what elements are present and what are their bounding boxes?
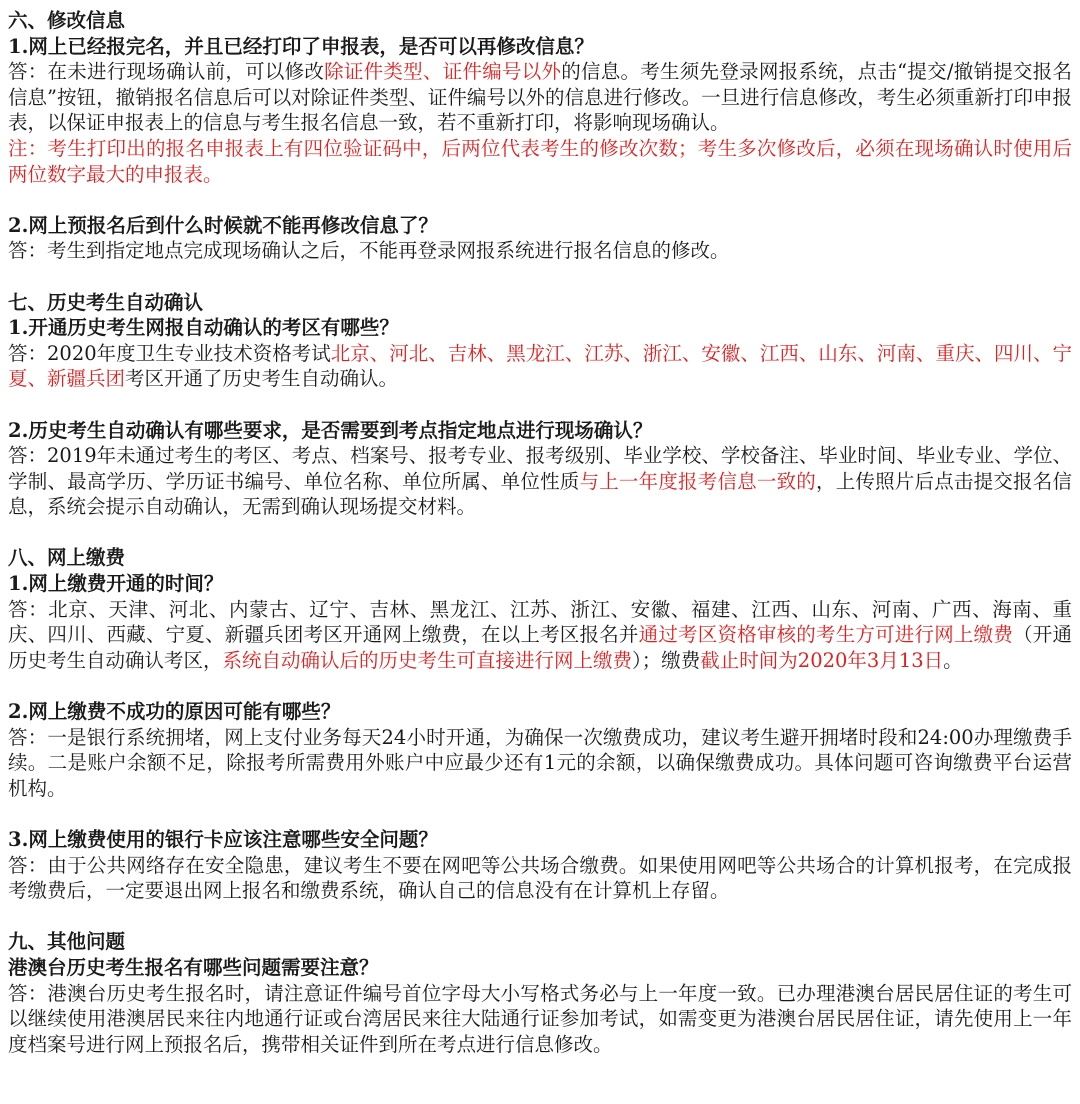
question-spacer — [8, 187, 1072, 213]
answer-text: 答：在未进行现场确认前，可以修改 — [8, 60, 325, 84]
question-heading: 3.网上缴费使用的银行卡应该注意哪些安全问题？ — [8, 828, 438, 851]
answer-text: ，上传照片后点击提交报名信息，系统会提示自动确认，无需到确认现场提交材料。 — [8, 469, 1072, 519]
answer-text: 。 — [943, 648, 963, 672]
answer-text: 答：由于公共网络存在安全隐患，建议考生不要在网吧等公共场合缴费。如果使用网吧等公共场合的计算机报考，在完成报考缴费后，一定要退出网上报名和缴费系统，确认自己的信息没有在计算机上存留。 — [8, 853, 1072, 903]
section-title: 六、修改信息 — [8, 9, 126, 32]
highlighted-text: 通过考区资格审核的考生方可进行网上缴费 — [638, 623, 1014, 647]
section-title: 七、历史考生自动确认 — [8, 290, 204, 314]
answer-paragraph — [8, 341, 1072, 392]
question-heading: 2.网上缴费不成功的原因可能有哪些？ — [8, 700, 341, 724]
note-paragraph — [8, 136, 1072, 187]
answer-text: 答：港澳台历史考生报名时，请注意证件编号首位字母大小写格式务必与上一年度一致。已办理港澳台居民居住证的考生可以继续使用港澳居民来往内地通行证或台湾居民来往大陆通行证参加考试，如需变更为港澳台居民居住证，请先使用上一年度档案号进行网上预报名后，携带相关证件到所在考点进行信息修改。 — [8, 981, 1072, 1056]
question-spacer — [8, 673, 1072, 699]
answer-paragraph — [8, 853, 1072, 904]
section-spacer — [8, 904, 1072, 930]
answer-text: 答：2019年未通过考生的考区、考点、档案号、报考专业、报考级别、毕业学校、学校备注、毕业时间、毕业专业、学位、学制、最高学历、学历证书编号、单位名称、单位所属、单位性质 — [8, 444, 1072, 493]
question-heading: 港澳台历史考生报名有哪些问题需要注意？ — [8, 955, 379, 979]
answer-text: 答：考生到指定地点完成现场确认之后，不能再登录网报系统进行报名信息的修改。 — [8, 239, 730, 263]
section-title: 九、其他问题 — [8, 930, 126, 954]
section-title: 八、网上缴费 — [8, 546, 126, 570]
answer-text: 答：2020年度卫生专业技术资格考试 — [8, 341, 331, 365]
answer-text: ）；缴费 — [632, 648, 701, 672]
highlighted-text: 除证件类型、证件编号以外 — [324, 60, 562, 84]
answer-text: 答：北京、天津、河北、内蒙古、辽宁、吉林、黑龙江、江苏、浙江、安徽、福建、江西、山东、河南、广西、海南、重庆、四川、西藏、宁夏、新疆兵团考区开通网上缴费，在以上考区报名并 — [8, 597, 1072, 647]
highlighted-text: 注：考生打印出的报名申报表上有四位验证码中，后两位代表考生的修改次数；考生多次修改后，必须在现场确认时使用后两位数字最大的申报表。 — [8, 136, 1072, 186]
question-heading: 2.历史考生自动确认有哪些要求，是否需要到考点指定地点进行现场确认？ — [8, 418, 653, 442]
question-heading: 1.网上缴费开通的时间？ — [8, 572, 224, 596]
answer-paragraph — [8, 725, 1072, 802]
highlighted-text: 系统自动确认后的历史考生可直接进行网上缴费 — [222, 648, 633, 672]
highlighted-text: 截止时间为2020年3月13日 — [700, 648, 944, 672]
section-spacer — [8, 520, 1072, 546]
highlighted-text: 与上一年度报考信息一致的 — [579, 469, 816, 493]
answer-text: 考区开通了历史考生自动确认。 — [125, 367, 399, 391]
answer-text: 答：一是银行系统拥堵，网上支付业务每天24小时开通，为确保一次缴费成功，建议考生避开拥堵时段和24:00办理缴费手续。二是账户余额不足，除报考所需费用外账户中应最少还有1元的余额，以确保缴费成功。具体问题可咨询缴费平台运营机构。 — [8, 725, 1072, 800]
question-heading: 2.网上预报名后到什么时候就不能再修改信息了？ — [8, 213, 438, 237]
answer-paragraph — [8, 238, 1072, 264]
section-spacer — [8, 264, 1072, 290]
answer-text: 的信息。考生须先登录网报系统，点击“提交/撤销提交报名信息”按钮，撤销报名信息后可以对除证件类型、证件编号以外的信息进行修改。一旦进行信息修改，考生必须重新打印申报表，以保证申报表上的信息与考生报名信息一致，若不重新打印，将影响现场确认。 — [8, 60, 1072, 135]
highlighted-text: 北京、河北、吉林、黑龙江、江苏、浙江、安徽、江西、山东、河南、重庆、四川、宁夏、新疆兵团 — [8, 341, 1072, 391]
answer-paragraph — [8, 597, 1072, 674]
question-heading: 1.网上已经报完名，并且已经打印了申报表，是否可以再修改信息？ — [8, 34, 594, 58]
question-spacer — [8, 392, 1072, 418]
question-heading: 1.开通历史考生网报自动确认的考区有哪些？ — [8, 316, 399, 340]
question-spacer — [8, 801, 1072, 827]
answer-paragraph — [8, 59, 1072, 136]
answer-text: （开通历史考生自动确认考区， — [8, 623, 1072, 672]
answer-paragraph — [8, 981, 1072, 1058]
answer-paragraph — [8, 443, 1072, 520]
